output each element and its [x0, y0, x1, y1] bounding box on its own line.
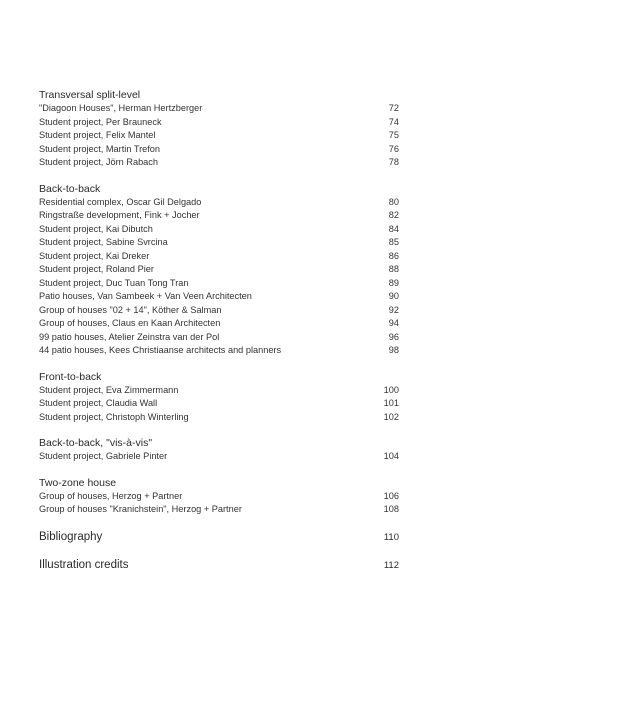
entry-page: 104	[383, 451, 399, 461]
toc-entry	[39, 156, 399, 170]
entry-text: Residential complex, Oscar Gil Delgado	[39, 196, 202, 207]
toc-entry	[39, 223, 399, 237]
entry-text: Group of houses, Herzog + Partner	[39, 490, 183, 501]
toc-entry	[39, 209, 399, 223]
entry-text: Student project, Jörn Rabach	[39, 157, 158, 167]
toc-entry	[39, 236, 399, 250]
toc-entry	[39, 304, 399, 318]
toc-entry	[39, 384, 399, 398]
toc-entry	[39, 503, 399, 517]
entry-page: 88	[388, 264, 399, 274]
section-title: Back-to-back, "vis-à-vis"	[39, 437, 153, 449]
toc-entry	[39, 450, 399, 464]
toc-entry	[39, 250, 399, 264]
entry-text: Student project, Per Brauneck	[39, 116, 162, 127]
entry-page: 89	[388, 277, 399, 288]
toc-entry	[39, 196, 399, 210]
toc-entry-illustration-credits	[39, 557, 399, 573]
entry-page: 85	[388, 237, 399, 247]
entry-page: 78	[388, 157, 399, 167]
entry-text: Student project, Claudia Wall	[39, 398, 158, 408]
entry-page: 112	[383, 559, 399, 571]
entry-page: 94	[388, 318, 399, 328]
toc-entry	[39, 277, 399, 291]
entry-text: 44 patio houses, Kees Christiaanse architects and planners	[39, 345, 282, 355]
entry-text: Group of houses "Kranichstein", Herzog + Partner	[39, 504, 242, 514]
toc-entry	[39, 129, 399, 143]
entry-text: Group of houses, Claus en Kaan Architecten	[39, 318, 221, 328]
toc-entry	[39, 344, 399, 358]
entry-text: Student project, Felix Mantel	[39, 130, 156, 140]
entry-page: 86	[388, 250, 399, 261]
entry-text: Student project, Kai Dibutch	[39, 223, 153, 234]
entry-page: 110	[383, 531, 399, 543]
entry-page: 101	[383, 398, 399, 408]
entry-text: Ringstraße development, Fink + Jocher	[39, 210, 200, 220]
section-title: Front-to-back	[39, 370, 102, 383]
entry-page: 90	[388, 291, 399, 301]
entry-page: 82	[388, 210, 399, 220]
toc-entry	[39, 263, 399, 277]
entry-page: 84	[388, 223, 399, 234]
entry-text: Student project, Martin Trefon	[39, 143, 161, 154]
table-of-contents	[39, 88, 399, 585]
toc-section-back-to-back	[39, 182, 399, 358]
toc-entry	[39, 143, 399, 157]
toc-entry	[39, 116, 399, 130]
section-title: Transversal split-level	[39, 89, 141, 101]
toc-entry	[39, 317, 399, 331]
entry-text: Group of houses "02 + 14", Köther & Salman	[39, 304, 222, 315]
entry-text: Student project, Kai Dreker	[39, 250, 150, 261]
toc-entry	[39, 397, 399, 411]
toc-section-front-to-back	[39, 370, 399, 425]
toc-section-vis-a-vis	[39, 436, 399, 464]
entry-text: Student project, Roland Pier	[39, 264, 154, 274]
entry-text: Student project, Eva Zimmermann	[39, 384, 179, 395]
entry-text: 99 patio houses, Atelier Zeinstra van der Pol	[39, 331, 220, 342]
entry-text: Student project, Christoph Winterling	[39, 411, 189, 422]
toc-entry	[39, 102, 399, 116]
entry-page: 98	[388, 345, 399, 355]
entry-text: Bibliography	[39, 530, 103, 543]
entry-page: 96	[388, 331, 399, 342]
toc-entry	[39, 490, 399, 504]
toc-section-transversal	[39, 88, 399, 170]
entry-page: 108	[383, 504, 399, 514]
entry-text: "Diagoon Houses", Herman Hertzberger	[39, 103, 203, 113]
entry-page: 100	[383, 384, 399, 395]
entry-text: Patio houses, Van Sambeek + Van Veen Architecten	[39, 291, 252, 301]
entry-page: 80	[388, 196, 399, 207]
entry-page: 106	[383, 490, 399, 501]
section-title: Back-to-back	[39, 182, 101, 195]
entry-text: Student project, Gabriele Pinter	[39, 451, 168, 461]
toc-entry	[39, 290, 399, 304]
toc-entry	[39, 411, 399, 425]
entry-page: 75	[388, 130, 399, 140]
entry-text: Student project, Sabine Svrcina	[39, 237, 168, 247]
entry-page: 72	[388, 103, 399, 113]
entry-text: Illustration credits	[39, 558, 129, 571]
toc-entry	[39, 331, 399, 345]
toc-entry-bibliography	[39, 529, 399, 545]
entry-page: 92	[388, 304, 399, 315]
toc-section-two-zone	[39, 476, 399, 517]
entry-page: 74	[388, 116, 399, 127]
entry-page: 76	[388, 143, 399, 154]
entry-text: Student project, Duc Tuan Tong Tran	[39, 277, 189, 288]
section-title: Two-zone house	[39, 476, 117, 489]
entry-page: 102	[383, 411, 399, 422]
